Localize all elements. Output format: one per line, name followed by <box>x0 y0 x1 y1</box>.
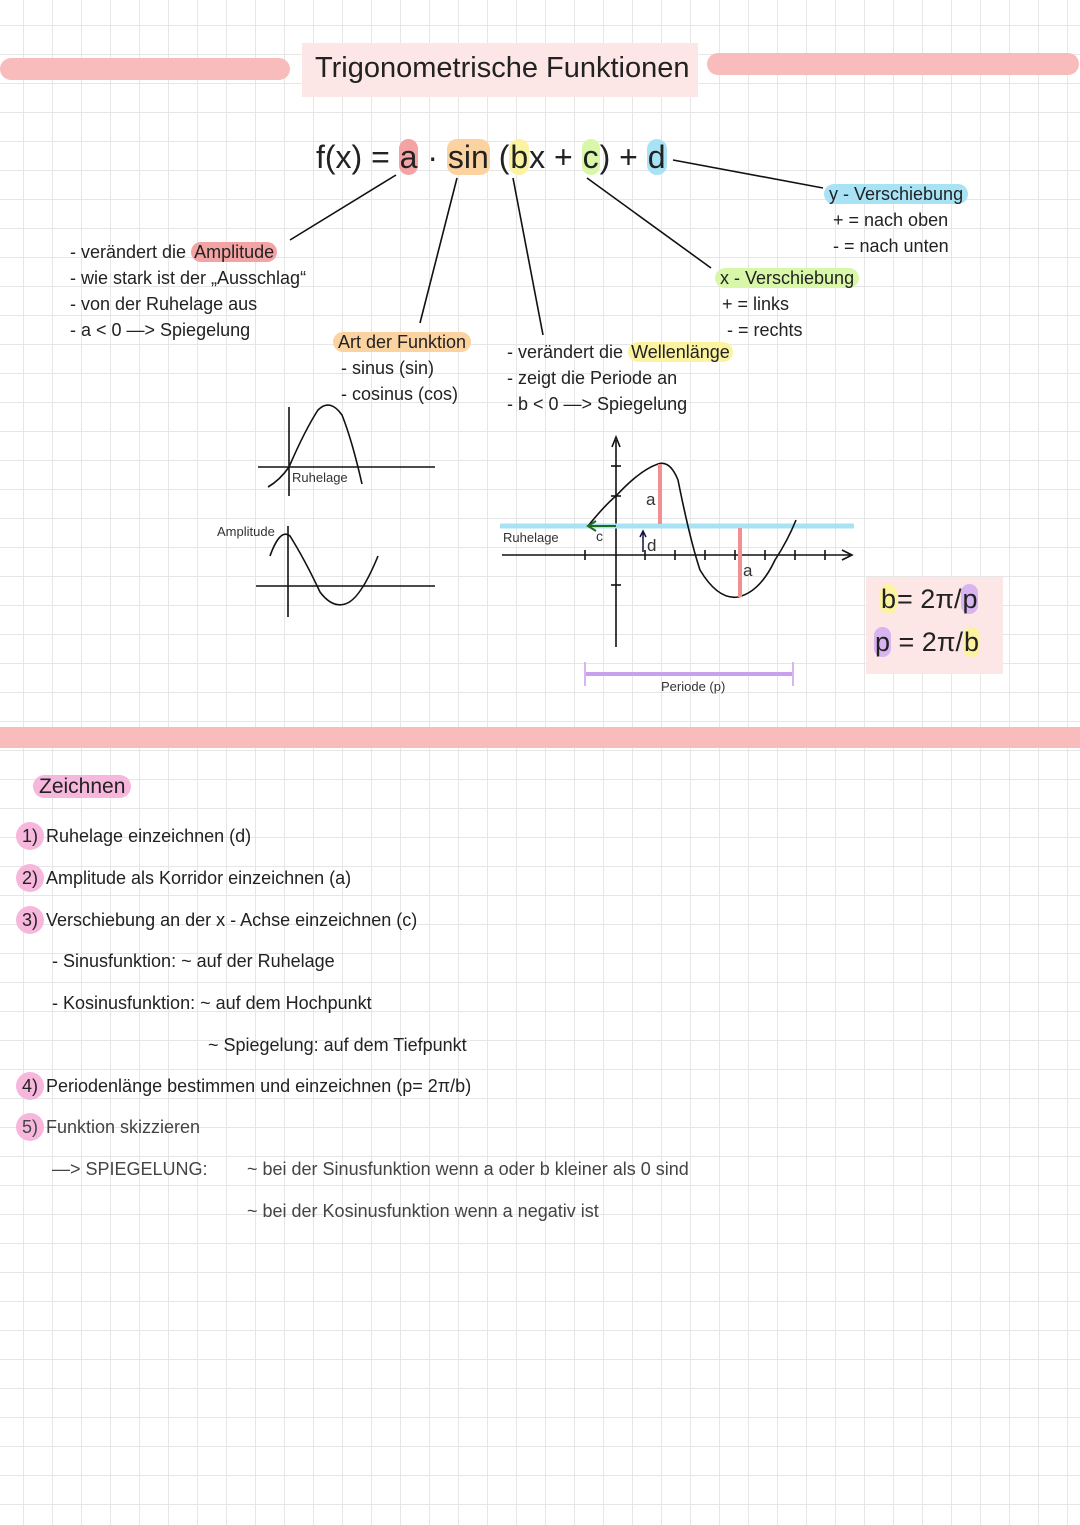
mirror-label: —> SPIEGELUNG: <box>52 1159 208 1179</box>
drawing-step-2: 2) Amplitude als Korridor einzeichnen (a) <box>30 864 351 892</box>
mirror-item-2: ~ bei der Kosinusfunktion wenn a negativ ist <box>247 1201 599 1221</box>
page-title: Trigonometrische Funktionen <box>315 52 690 84</box>
drawing-step-1: 1) Ruhelage einzeichnen (d) <box>30 822 251 850</box>
label-c: c <box>596 528 603 544</box>
amplitude-highlight: Amplitude <box>191 242 277 262</box>
y-shift-heading: y - Verschiebung <box>824 184 968 204</box>
label-d: d <box>647 536 657 555</box>
amplitude-notes: - verändert die Amplitude - wie stark ist der „Ausschlag“ - von der Ruhelage aus - a < 0 —> Spiegelung <box>70 242 307 340</box>
label-a-top: a <box>646 490 656 509</box>
cos-sketch-label: Amplitude <box>217 524 275 539</box>
formula: f(x) = a · sin (bx + c) + d <box>316 139 666 175</box>
main-curve <box>588 463 796 597</box>
connector-a <box>290 175 396 240</box>
period-label: Periode (p) <box>661 679 726 694</box>
section-divider <box>0 727 1080 748</box>
formula-b: b <box>510 139 529 175</box>
function-type-heading: Art der Funktion <box>333 332 471 352</box>
step3-sub-1: - Sinusfunktion: ~ auf der Ruhelage <box>52 951 335 971</box>
d-arrow <box>640 531 646 552</box>
step3-sub-2: - Kosinusfunktion: ~ auf dem Hochpunkt <box>52 993 372 1013</box>
label-a-bottom: a <box>743 561 753 580</box>
function-type: Art der Funktion - sinus (sin) - cosinus (cos) <box>333 329 471 407</box>
step3-sub-3: ~ Spiegelung: auf dem Tiefpunkt <box>208 1035 467 1055</box>
formula-sin: sin <box>447 139 489 175</box>
sin-sketch-label: Ruhelage <box>292 470 348 485</box>
drawing-heading: Zeichnen <box>33 775 131 799</box>
connector-d <box>673 160 823 188</box>
formula-c: c <box>582 139 599 175</box>
drawing-step-5: 5) Funktion skizzieren <box>30 1113 200 1141</box>
main-ruhelage-label: Ruhelage <box>503 530 559 545</box>
connector-c <box>587 178 711 268</box>
wavelength-notes: - verändert die Wellenlänge - zeigt die Periode an - b < 0 —> Spiegelung <box>507 339 733 417</box>
period-formula-box: b= 2π/p p = 2π/b <box>866 577 1003 674</box>
x-shift: x - Verschiebung + = links - = rechts <box>715 265 859 343</box>
x-shift-heading: x - Verschiebung <box>715 268 859 288</box>
mirror-item-1: ~ bei der Sinusfunktion wenn a oder b kleiner als 0 sind <box>247 1159 689 1179</box>
formula-d: d <box>647 139 666 175</box>
cos-sketch-curve <box>270 534 378 605</box>
connector-sin <box>420 178 457 323</box>
connector-b <box>513 178 543 335</box>
drawing-step-3: 3) Verschiebung an der x - Achse einzeichnen (c) <box>30 906 417 934</box>
y-shift: y - Verschiebung + = nach oben - = nach unten <box>824 181 968 259</box>
formula-a: a <box>399 139 418 175</box>
wavelength-highlight: Wellenlänge <box>628 342 733 362</box>
drawing-step-4: 4) Periodenlänge bestimmen und einzeichnen (p= 2π/b) <box>30 1072 471 1100</box>
